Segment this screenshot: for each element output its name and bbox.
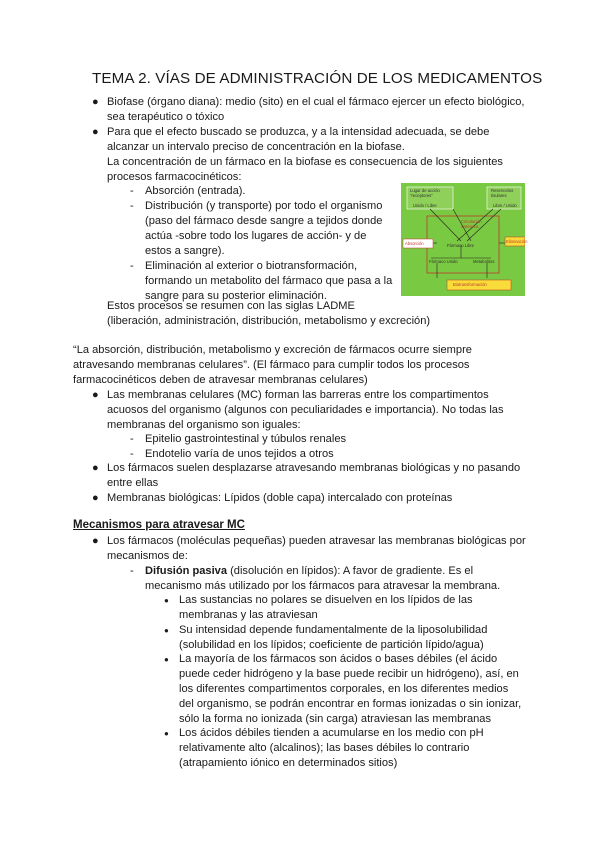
text-line: entre ellas <box>107 477 159 489</box>
text-line: membranas del organismo son iguales: <box>107 419 301 431</box>
diagram-label: Biotransformación <box>453 282 487 287</box>
text-line: Los ácidos débiles tienden a acumularse en los medio con pH <box>179 727 484 739</box>
text-line <box>145 564 473 579</box>
diagram-label: Eliminación <box>506 239 528 244</box>
bullet-dot: ● <box>92 462 99 474</box>
text-line: Distribución (y transporte) por todo el organismo <box>145 200 383 212</box>
bullet-dot: ● <box>92 535 99 547</box>
text-line: farmacocinéticos deben de atravesar membranas celulares) <box>73 374 368 386</box>
text-line: Las sustancias no polares se disuelven en los lípidos de las <box>179 594 473 606</box>
text-line: mecanismos de: <box>107 550 188 562</box>
diagram-label: Metabolitos <box>473 259 495 264</box>
diagram-label: Absorción <box>405 241 424 246</box>
text-line: acuosos del organismo (algunos con peculiaridades e importancia). No todas las <box>107 404 504 416</box>
diagram-label: Lugar de acción "receptores" <box>410 188 440 198</box>
diagram-label: Fármaco Libre <box>447 243 474 248</box>
bullet-dot: ● <box>92 96 99 108</box>
text-line: puede ceder hidrógeno y la base puede recibir un hidrógeno), así, en <box>179 668 519 680</box>
text-line: “La absorción, distribución, metabolismo y excreción de fármacos ocurre siempre <box>73 344 472 356</box>
text-line: Epitelio gastrointestinal y túbulos renales <box>145 433 347 445</box>
bullet-dot: ● <box>164 596 169 605</box>
section-heading: Mecanismos para atravesar MC <box>73 519 245 531</box>
text-line: Endotelio varía de unos tejidos a otros <box>145 448 334 460</box>
text-line: mecanismo más utilizado por los fármacos para atravesar la membrana. <box>145 580 501 592</box>
diagram-label: Unido / Libre <box>413 203 437 208</box>
dash-marker: - <box>130 565 134 577</box>
diagram-label: Reservorios tisulares <box>491 188 514 198</box>
text-line: Absorción (entrada). <box>145 185 246 197</box>
dash-marker: - <box>130 260 134 272</box>
diagram-label: Libre / Unido <box>493 203 517 208</box>
text-line: relativamente alto (alcalinos); las bases débiles lo contrario <box>179 742 470 754</box>
pharmacokinetics-diagram <box>401 183 528 296</box>
dash-marker: - <box>130 448 134 460</box>
bullet-dot: ● <box>92 389 99 401</box>
text-line: sólo la forma no ionizada (sin carga) atraviesan las membranas <box>179 713 492 725</box>
text-line: (solubilidad en los lípidos; coeficiente de partición lípido/agua) <box>179 639 484 651</box>
text-line: La mayoría de los fármacos son ácidos o bases débiles (el ácido <box>179 653 498 665</box>
text-line: La concentración de un fármaco en la biofase es consecuencia de los siguientes <box>107 156 503 168</box>
text-line: (atrapamiento iónico en determinados sitios) <box>179 757 398 769</box>
text-span: (disolución en lípidos): A favor de gradiente. Es el <box>227 565 474 577</box>
text-line: del organismo, se podrán encontrar en formas ionizadas o sin ionizar, <box>179 698 522 710</box>
text-line: (liberación, administración, distribución, metabolismo y excreción) <box>107 315 431 327</box>
text-line: Membranas biológicas: Lípidos (doble capa) intercalado con proteínas <box>107 492 453 504</box>
text-line: sangre para su posterior eliminación. <box>145 290 327 302</box>
text-line: procesos farmacocinéticos: <box>107 171 242 183</box>
text-line: sea terapéutico o tóxico <box>107 111 225 123</box>
bullet-dot: ● <box>92 492 99 504</box>
text-line: Su intensidad depende fundamentalmente de la liposolubilidad <box>179 624 488 636</box>
dash-marker: - <box>130 200 134 212</box>
text-line: formando un metabolito del fármaco que pasa a la <box>145 275 393 287</box>
text-line: Eliminación al exterior o biotransformación, <box>145 260 358 272</box>
text-line: Las membranas celulares (MC) forman las barreras entre los compartimentos <box>107 389 489 401</box>
dash-marker: - <box>130 185 134 197</box>
dash-marker: - <box>130 433 134 445</box>
text-line: alcanzar un intervalo preciso de concentración en la biofase. <box>107 141 405 153</box>
text-line: estos a sangre). <box>145 245 225 257</box>
bullet-dot: ● <box>164 655 169 664</box>
text-line: Los fármacos (moléculas pequeñas) pueden atravesar las membranas biológicas por <box>107 535 526 547</box>
text-line: membranas y las atraviesan <box>179 609 318 621</box>
text-line: Biofase (órgano diana): medio (sito) en el cual el fármaco ejercer un efecto biológico, <box>107 96 525 108</box>
text-line: Los fármacos suelen desplazarse atravesando membranas biológicas y no pasando <box>107 462 521 474</box>
text-line: atravesando membranas celulares”. (El fármaco para cumplir todos los procesos <box>73 359 470 371</box>
text-line: actúa -sobre todo los lugares de acción- y de <box>145 230 367 242</box>
text-line: los diferentes compartimentos corporales, en los diferentes medios <box>179 683 509 695</box>
bullet-dot: ● <box>92 126 99 138</box>
text-line: Para que el efecto buscado se produzca, y a la intensidad adecuada, se debe <box>107 126 490 138</box>
text-line: Estos procesos se resumen con las siglas LADME <box>107 300 355 312</box>
diagram-line <box>430 209 461 241</box>
bullet-dot: ● <box>164 626 169 635</box>
diagram-label: Fármaco Unido <box>429 259 458 264</box>
text-line: (paso del fármaco desde sangre a tejidos donde <box>145 215 383 227</box>
page-title: TEMA 2. VÍAS DE ADMINISTRACIÓN DE LOS MEDICAMENTOS <box>92 70 543 87</box>
diagram-label: Circulación sistémica <box>461 219 482 229</box>
bold-term: Difusión pasiva <box>145 565 227 577</box>
bullet-dot: ● <box>164 729 169 738</box>
